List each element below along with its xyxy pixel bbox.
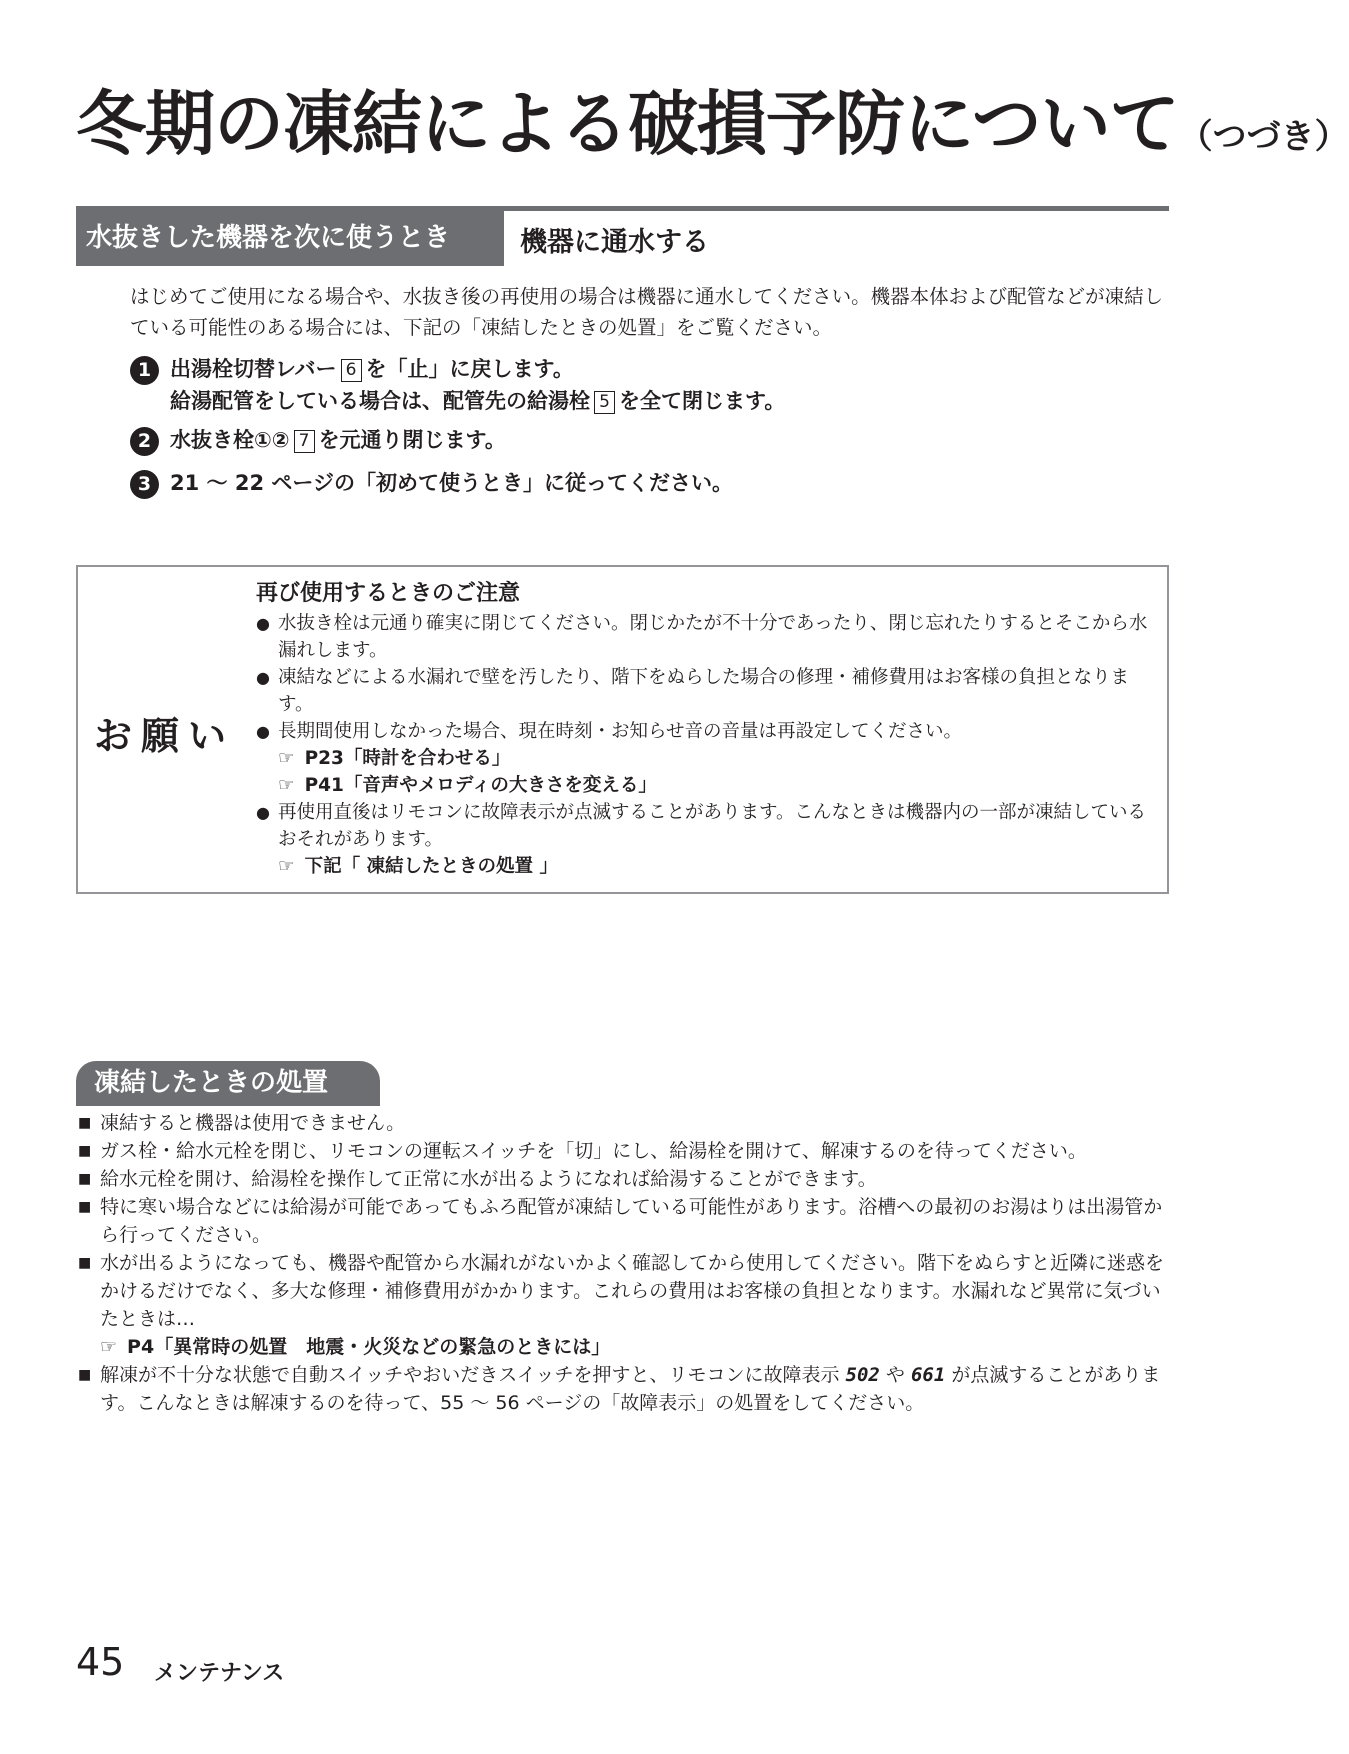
section2-item-text: が点滅することがあります。こんなときは解凍するのを待って、55 ～ 56 ページの「故障表示」の処置をしてください。 <box>100 1364 1161 1414</box>
step-number: 1 <box>130 356 159 385</box>
list-item <box>256 610 1161 664</box>
reference-text: P23「時計を合わせる」 <box>304 748 511 769</box>
step-number: 2 <box>130 427 159 456</box>
list-item <box>78 1109 1170 1137</box>
pointing-hand-icon: ☞ <box>278 856 295 877</box>
notice-item-text: 水抜き栓は元通り確実に閉じてください。閉じかたが不十分であったり、閉じ忘れたりするとそこから水漏れします。 <box>278 613 1148 661</box>
section2-item-text: や <box>885 1364 905 1386</box>
list-item <box>78 1249 1170 1333</box>
bullet-icon: ● <box>256 803 270 822</box>
square-bullet-icon: ■ <box>78 1115 92 1131</box>
section1-title: 機器に通水する <box>520 227 709 258</box>
section1-intro: はじめてご使用になる場合や、水抜き後の再使用の場合は機器に通水してください。機器本体および配管などが凍結している可能性のある場合には、下記の「凍結したときの処置」をご覧ください。 <box>130 285 1164 339</box>
section2-item-text: 特に寒い場合などには給湯が可能であってもふろ配管が凍結している可能性があります。浴槽への最初のお湯はりは出湯管から行ってください。 <box>100 1196 1163 1246</box>
page-reference <box>78 1333 1170 1361</box>
reference-text: 下記「 凍結したときの処置 」 <box>304 856 558 877</box>
page-number: 45 <box>76 1640 125 1684</box>
section1-label: 水抜きした機器を次に使うとき <box>76 210 504 266</box>
square-bullet-icon: ■ <box>78 1199 92 1215</box>
page-reference <box>256 772 1161 799</box>
square-bullet-icon: ■ <box>78 1367 92 1383</box>
square-bullet-icon: ■ <box>78 1171 92 1187</box>
square-bullet-icon: ■ <box>78 1255 92 1271</box>
step-2-text-b: を元通り閉じます。 <box>318 428 506 452</box>
reference-text: P4「異常時の処置 地震・火災などの緊急のときには」 <box>127 1336 611 1358</box>
list-item <box>78 1137 1170 1165</box>
error-code-display: 502 <box>845 1364 880 1386</box>
notice-side-label: お願い <box>94 714 236 758</box>
page-reference <box>256 745 1161 772</box>
step-1-text-d: を全て閉じます。 <box>619 389 786 413</box>
part-number-box: 5 <box>594 391 615 414</box>
section2-item-text: 給水元栓を開け、給湯栓を操作して正常に水が出るようになれば給湯することができます。 <box>100 1168 877 1190</box>
reference-text: P41「音声やメロディの大きさを変える」 <box>304 775 657 796</box>
step-1-text-a: 出湯栓切替レバー <box>170 357 337 381</box>
bullet-icon: ● <box>256 722 270 741</box>
list-item <box>256 718 1161 745</box>
pointing-hand-icon: ☞ <box>278 748 295 769</box>
part-number-box: 6 <box>341 359 362 382</box>
notice-item-text: 長期間使用しなかった場合、現在時刻・お知らせ音の音量は再設定してください。 <box>278 721 962 742</box>
notice-item-text: 再使用直後はリモコンに故障表示が点滅することがあります。こんなときは機器内の一部が凍結しているおそれがあります。 <box>278 802 1147 850</box>
list-item <box>256 664 1161 718</box>
pointing-hand-icon: ☞ <box>278 775 295 796</box>
section2-item-text: 凍結すると機器は使用できません。 <box>100 1112 406 1134</box>
list-item <box>78 1165 1170 1193</box>
list-item <box>256 799 1161 853</box>
section2-item-text: 解凍が不十分な状態で自動スイッチやおいだきスイッチを押すと、リモコンに故障表示 <box>100 1364 840 1386</box>
page-title <box>76 78 1349 183</box>
page-reference <box>256 853 1161 880</box>
step-1-text-c: 給湯配管をしている場合は、配管先の給湯栓 <box>170 389 590 413</box>
step-1-text-b: を「止」に戻します。 <box>365 357 574 381</box>
section2-list <box>78 1109 1170 1417</box>
notice-heading: 再び使用するときのご注意 <box>256 581 521 606</box>
notice-item-text: 凍結などによる水漏れで壁を汚したり、階下をぬらした場合の修理・補修費用はお客様の負担となります。 <box>278 667 1130 715</box>
page-title-continued: （つづき） <box>1178 117 1349 157</box>
section2-rule <box>76 1105 380 1106</box>
bullet-icon: ● <box>256 668 270 687</box>
section2-label: 凍結したときの処置 <box>76 1061 380 1105</box>
footer-section-name: メンテナンス <box>154 1661 285 1686</box>
list-item <box>78 1193 1170 1249</box>
section2-item-text: 水が出るようになっても、機器や配管から水漏れがないかよく確認してから使用してください。階下をぬらすと近隣に迷惑をかけるだけでなく、多大な修理・補修費用がかかります。これらの費用はお客様の負担となります。水漏れなど異常に気づいたときは… <box>100 1252 1165 1330</box>
error-code-display: 661 <box>910 1364 946 1386</box>
page-title-main: 冬期の凍結による破損予防について <box>76 83 1179 165</box>
part-number-box: 7 <box>294 430 315 453</box>
step-3-text: 21 ～ 22 ページの「初めて使うとき」に従ってください。 <box>170 471 733 495</box>
step-number: 3 <box>130 470 159 499</box>
list-item <box>78 1361 1170 1417</box>
section2-item-text: ガス栓・給水元栓を閉じ、リモコンの運転スイッチを「切」にし、給湯栓を開けて、解凍するのを待ってください。 <box>100 1140 1087 1162</box>
bullet-icon: ● <box>256 614 270 633</box>
square-bullet-icon: ■ <box>78 1143 92 1159</box>
step-2-text-a: 水抜き栓①② <box>170 428 290 452</box>
pointing-hand-icon: ☞ <box>100 1336 118 1358</box>
notice-list <box>256 610 1161 880</box>
